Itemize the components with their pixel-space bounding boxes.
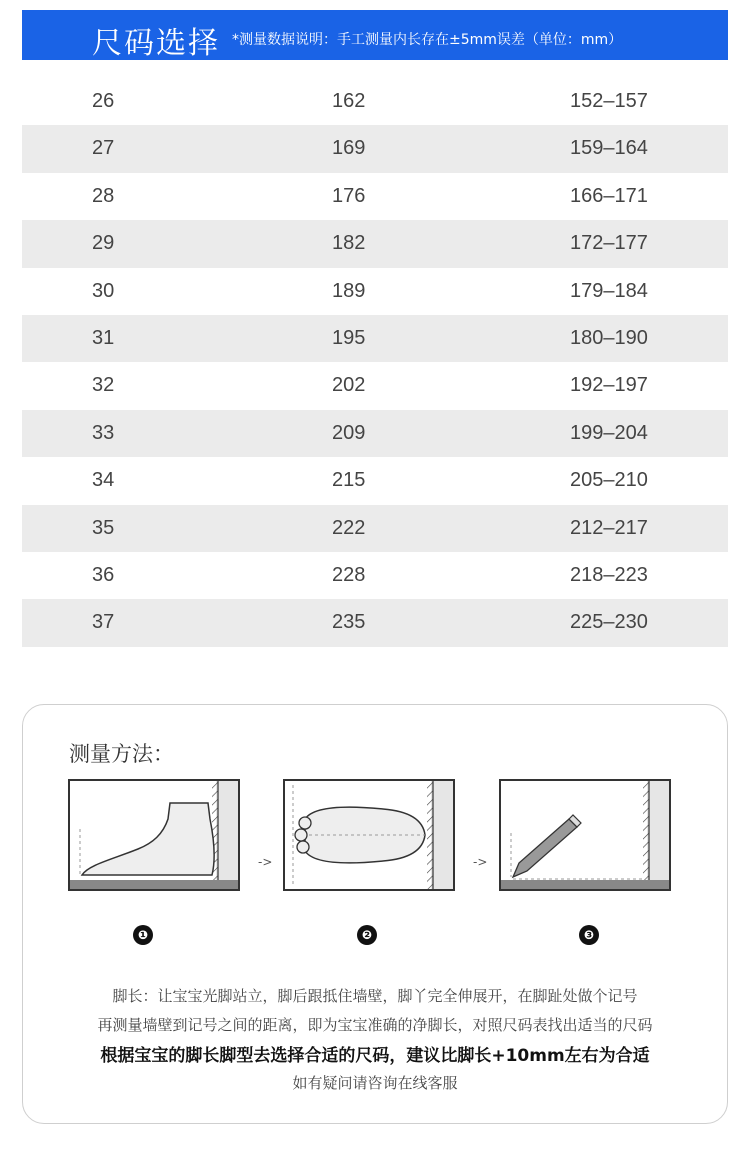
inner-length-cell: 222 [332, 516, 366, 539]
table-row [22, 220, 728, 267]
measurement-note: *测量数据说明：手工测量内长存在±5mm误差（单位：mm） [232, 32, 623, 48]
foot-length-cell: 179–184 [570, 279, 648, 302]
foot-side-view-icon [68, 779, 240, 891]
size-cell: 29 [92, 232, 115, 255]
foot-length-cell: 199–204 [570, 421, 648, 444]
size-cell: 36 [92, 563, 115, 586]
table-row [22, 173, 728, 220]
table-row [22, 599, 728, 646]
foot-top-view-icon [283, 779, 455, 891]
size-cell: 32 [92, 374, 115, 397]
step-number-3: ❸ [579, 925, 599, 945]
size-cell: 28 [92, 184, 115, 207]
arrow-glyph: -> [258, 855, 273, 869]
table-row [22, 268, 728, 315]
foot-length-cell: 152–157 [570, 90, 648, 112]
table-row [22, 125, 728, 172]
table-row [22, 505, 728, 552]
table-row [22, 457, 728, 504]
size-cell: 35 [92, 516, 115, 539]
size-cell: 33 [92, 421, 115, 444]
size-cell: 37 [92, 611, 115, 634]
inner-length-cell: 189 [332, 279, 366, 302]
table-row [22, 410, 728, 457]
foot-length-cell: 159–164 [570, 137, 648, 160]
inner-length-cell: 215 [332, 469, 366, 492]
table-row [22, 78, 728, 125]
contact-service-note: 如有疑问请咨询在线客服 [292, 1074, 458, 1092]
foot-length-cell: 218–223 [570, 563, 648, 586]
foot-length-cell: 212–217 [570, 516, 648, 539]
table-row [22, 315, 728, 362]
pencil-mark-icon [499, 779, 671, 891]
inner-length-cell: 195 [332, 326, 366, 349]
size-cell: 34 [92, 469, 115, 492]
method-heading: 测量方法： [69, 742, 174, 766]
method-description-line: 脚长：让宝宝光脚站立，脚后跟抵住墙壁，脚丫完全伸展开，在脚趾处做个记号 [112, 987, 638, 1005]
measurement-method-card [22, 704, 728, 1124]
inner-length-cell: 176 [332, 184, 366, 207]
size-cell: 26 [92, 90, 115, 112]
foot-length-cell: 225–230 [570, 611, 648, 634]
inner-length-cell: 235 [332, 611, 366, 634]
inner-length-cell: 169 [332, 137, 366, 160]
table-row [22, 362, 728, 409]
step-number-1: ❶ [133, 925, 153, 945]
table-row [22, 552, 728, 599]
inner-length-cell: 228 [332, 563, 366, 586]
foot-length-cell: 205–210 [570, 469, 648, 492]
inner-length-cell: 182 [332, 232, 366, 255]
size-cell: 27 [92, 137, 115, 160]
foot-length-cell: 192–197 [570, 374, 648, 397]
step-number-2: ❷ [357, 925, 377, 945]
foot-length-cell: 172–177 [570, 232, 648, 255]
size-cell: 30 [92, 279, 115, 302]
method-description-line: 再测量墙壁到记号之间的距离，即为宝宝准确的净脚长，对照尺码表找出适当的尺码 [97, 1016, 653, 1034]
size-table [22, 78, 728, 647]
inner-length-cell: 202 [332, 374, 366, 397]
page-title: 尺码选择 [92, 26, 220, 61]
header-banner [22, 10, 728, 60]
inner-length-cell: 209 [332, 421, 366, 444]
arrow-glyph: -> [473, 855, 488, 869]
inner-length-cell: 162 [332, 90, 366, 112]
foot-length-cell: 166–171 [570, 184, 648, 207]
foot-length-cell: 180–190 [570, 326, 648, 349]
size-cell: 31 [92, 326, 115, 349]
size-recommendation: 根据宝宝的脚长脚型去选择合适的尺码，建议比脚长+10mm左右为合适 [100, 1046, 650, 1066]
